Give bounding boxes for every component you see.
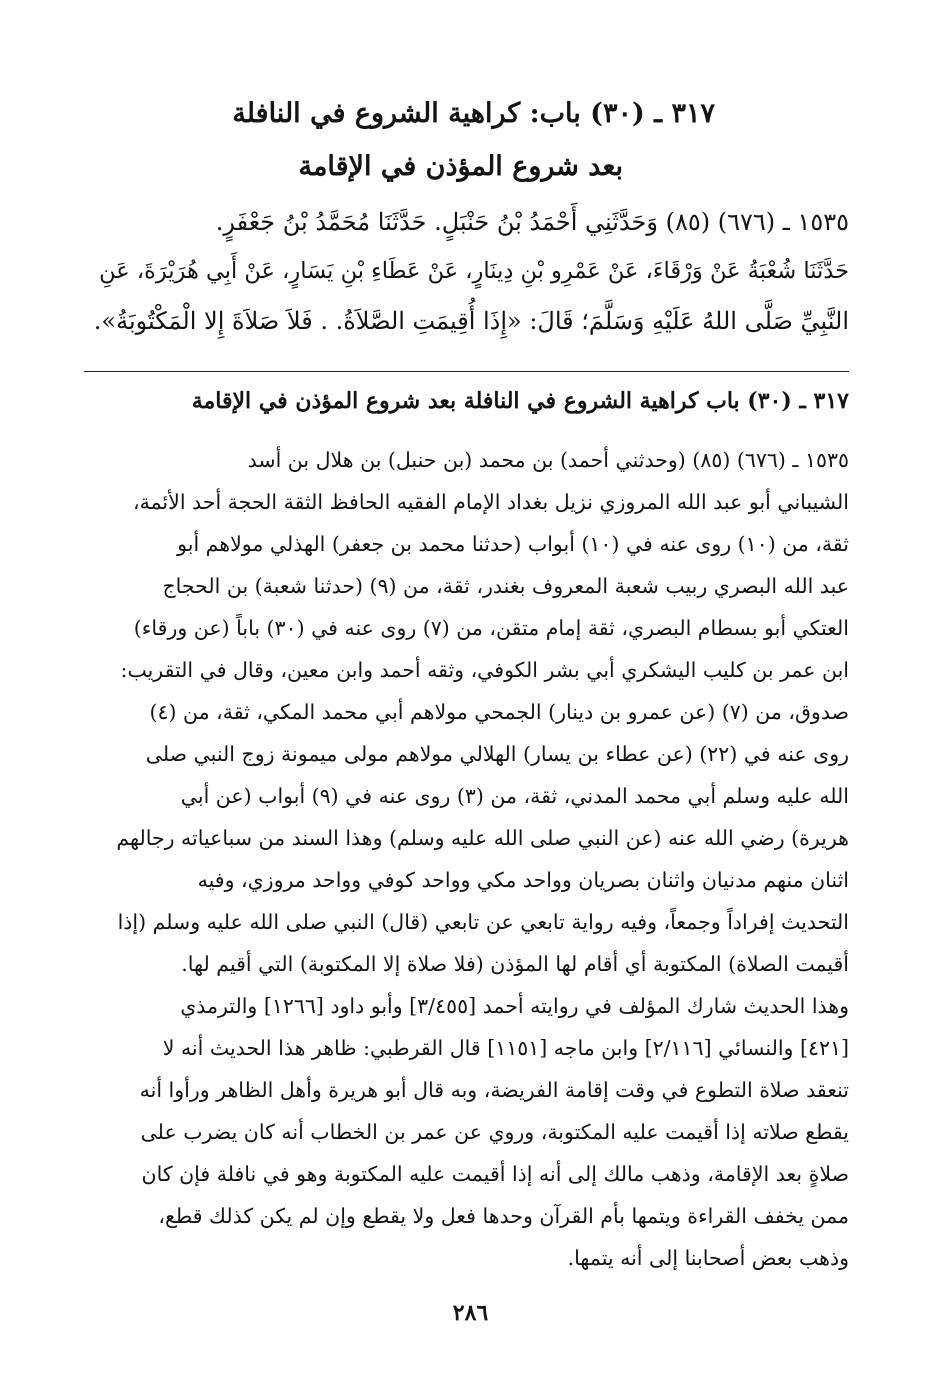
commentary-line: الشيباني أبو عبد الله المروزي نزيل بغداد الإمام الفقيه الحافظ الثقة الحجة أحد الأئمة، (132, 490, 849, 514)
hadith-line: ١٥٣٥ ـ (٦٧٦) (٨٥) وَحَدَّثَنِي أَحْمَدُ بْنُ حَنْبَلٍ. حَدَّثَنَا مُحَمَّدُ بْنُ جَعْفَرٍ. (215, 208, 849, 236)
chapter-title-line-1: ٣١٧ ـ (٣٠) باب: كراهية الشروع في النافلة (232, 98, 715, 129)
commentary-line: صدوق، من (٧) (عن عمرو بن دينار) الجمحي مولاهم أبي محمد المكي، ثقة، من (٤) (149, 700, 849, 724)
commentary-line: يقطع صلاته إذا أقيمت عليه المكتوبة، وروي عن عمر بن الخطاب أنه كان يضرب على (140, 1120, 849, 1144)
commentary-line: [٤٢١] والنسائي [٢/١١٦] وابن ماجه [١١٥١] قال القرطبي: ظاهر هذا الحديث أنه لا (162, 1036, 849, 1060)
commentary-line: عبد الله البصري ربيب شعبة المعروف بغندر، ثقة، من (٩) (حدثنا شعبة) بن الحجاج (162, 574, 849, 598)
commentary-line: ممن يخفف القراءة ويتمها بأم القرآن وحدها فعل ولا يقطع وإن لم يكن كذلك قطع، (158, 1204, 849, 1228)
commentary-line: التحديث إفراداً وجمعاً، وفيه رواية تابعي عن تابعي (قال) النبي صلى الله عليه وسلم (إذا (117, 910, 849, 934)
commentary-line: هريرة) رضي الله عنه (عن النبي صلى الله عليه وسلم) وهذا السند من سباعياته رجالهم (116, 826, 849, 850)
commentary-line: وهذا الحديث شارك المؤلف في روايته أحمد [٣/٤٥٥] وأبو داود [١٢٦٦] والترمذي (180, 994, 849, 1018)
commentary-line: ثقة، من (١٠) روى عنه في (١٠) أبواب (حدثنا محمد بن جعفر) الهذلي مولاهم أبو (177, 532, 849, 556)
hadith-line: النَّبِيِّ صَلَّى اللهُ عَلَيْهِ وَسَلَّمَ؛ قَالَ: «إِذَا أُقِيمَتِ الصَّلاَةُ. . فَلاَ صَلاَةَ إِلا الْمَكْتُوبَةُ». (93, 307, 849, 335)
commentary-line: الله عليه وسلم أبي محمد المدني، ثقة، من (٣) روى عنه في (٩) أبواب (عن أبي (180, 784, 849, 808)
commentary-line: ابن عمر بن كليب اليشكري أبي بشر الكوفي، وثقه أحمد وابن معين، وقال في التقريب: (120, 658, 849, 682)
commentary-line: اثنان منهم مدنيان واثنان بصريان وواحد مكي وواحد كوفي وواحد مروزي، وفيه (197, 868, 849, 892)
commentary-line: ١٥٣٥ ـ (٦٧٦) (٨٥) (وحدثني أحمد) بن محمد (بن حنبل) بن هلال بن أسد (247, 448, 849, 472)
hadith-line: حَدَّثَنَا شُعْبَةُ عَنْ وَرْقَاءَ، عَنْ عَمْرِو بْنِ دِينَارٍ، عَنْ عَطَاءِ بْنِ يَسَارٍ، عَنْ أَبِي هُرَيْرَةَ، عَنِ (99, 258, 849, 284)
page-number: ٢٨٦ (452, 1300, 489, 1326)
section-divider (84, 371, 849, 372)
commentary-line: روى عنه في (٢٢) (عن عطاء بن يسار) الهلالي مولاهم مولى ميمونة زوج النبي صلى (145, 742, 849, 766)
commentary-heading: ٣١٧ ـ (٣٠) باب كراهية الشروع في النافلة بعد شروع المؤذن في الإقامة (191, 388, 849, 414)
commentary-line: تنعقد صلاة التطوع في وقت إقامة الفريضة، وبه قال أبو هريرة وأهل الظاهر ورأوا أنه (139, 1078, 849, 1102)
commentary-line: صلاةٍ بعد الإقامة، وذهب مالك إلى أنه إذا أقيمت عليه المكتوبة وهو في نافلة فإن كان (141, 1162, 849, 1186)
commentary-line: وذهب بعض أصحابنا إلى أنه يتمها. (567, 1246, 849, 1270)
commentary-line: أقيمت الصلاة) المكتوبة أي أقام لها المؤذن (فلا صلاة إلا المكتوبة) التي أقيم لها. (181, 952, 849, 976)
commentary-line: العتكي أبو بسطام البصري، ثقة إمام متقن، من (٧) روى عنه في (٣٠) باباً (عن ورقاء) (133, 616, 849, 640)
chapter-title-line-2: بعد شروع المؤذن في الإقامة (298, 151, 623, 182)
